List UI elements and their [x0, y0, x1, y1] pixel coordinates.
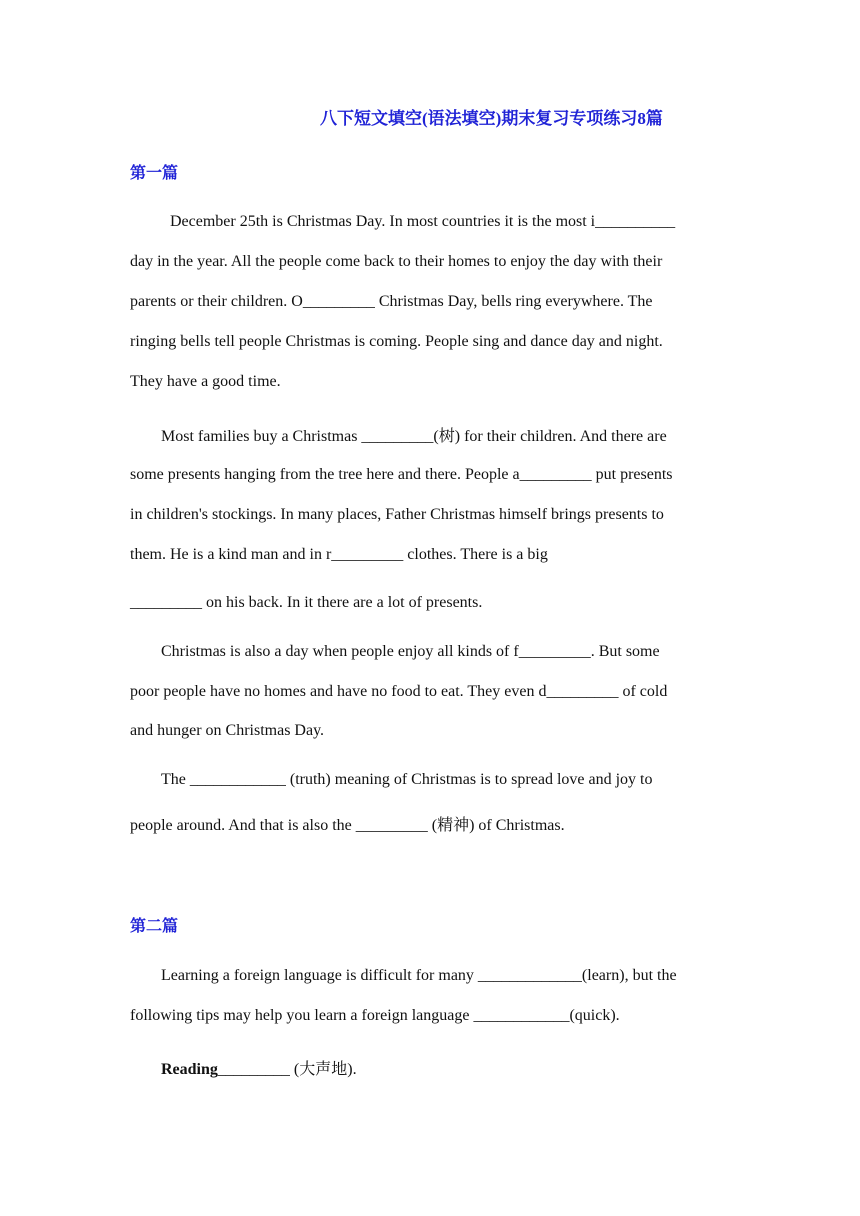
- paragraph-line: some presents hanging from the tree here and there. People a_________ put presents: [130, 466, 673, 483]
- tip-line: [161, 1056, 357, 1079]
- paragraph-line: They have a good time.: [130, 373, 281, 390]
- paragraph-line: and hunger on Christmas Day.: [130, 722, 325, 739]
- paragraph-line: ringing bells tell people Christmas is coming. People sing and dance day and night.: [130, 333, 663, 350]
- paragraph-line: December 25th is Christmas Day. In most countries it is the most i__________: [170, 213, 676, 230]
- section-heading-2: 第二篇: [130, 918, 179, 935]
- paragraph-line: people around. And that is also the _________ (精神) of Christmas.: [130, 817, 565, 834]
- paragraph-line: day in the year. All the people come back to their homes to enjoy the day with their: [130, 253, 663, 270]
- paragraph-line: parents or their children. O_________ Christmas Day, bells ring everywhere. The: [130, 293, 653, 310]
- paragraph-line: following tips may help you learn a foreign language ____________(quick).: [130, 1007, 620, 1024]
- tip-text: _________ (大声地).: [217, 1061, 357, 1078]
- paragraph-line: _________ on his back. In it there are a lot of presents.: [130, 594, 483, 611]
- section-heading-1: 第一篇: [130, 165, 179, 182]
- paragraph-line: Most families buy a Christmas _________(树) for their children. And there are: [161, 428, 667, 445]
- paragraph-line: them. He is a kind man and in r_________ clothes. There is a big: [130, 546, 548, 563]
- paragraph-line: Learning a foreign language is difficult for many _____________(learn), but the: [161, 967, 677, 984]
- document-title: 八下短文填空(语法填空)期末复习专项练习8篇: [320, 109, 663, 128]
- paragraph-line: in children's stockings. In many places, Father Christmas himself brings presents to: [130, 506, 664, 523]
- paragraph-line: Christmas is also a day when people enjoy all kinds of f_________. But some: [161, 643, 660, 660]
- paragraph-line: poor people have no homes and have no food to eat. They even d_________ of cold: [130, 683, 668, 700]
- tip-label: Reading: [161, 1061, 218, 1078]
- paragraph-line: The ____________ (truth) meaning of Christmas is to spread love and joy to: [161, 771, 653, 788]
